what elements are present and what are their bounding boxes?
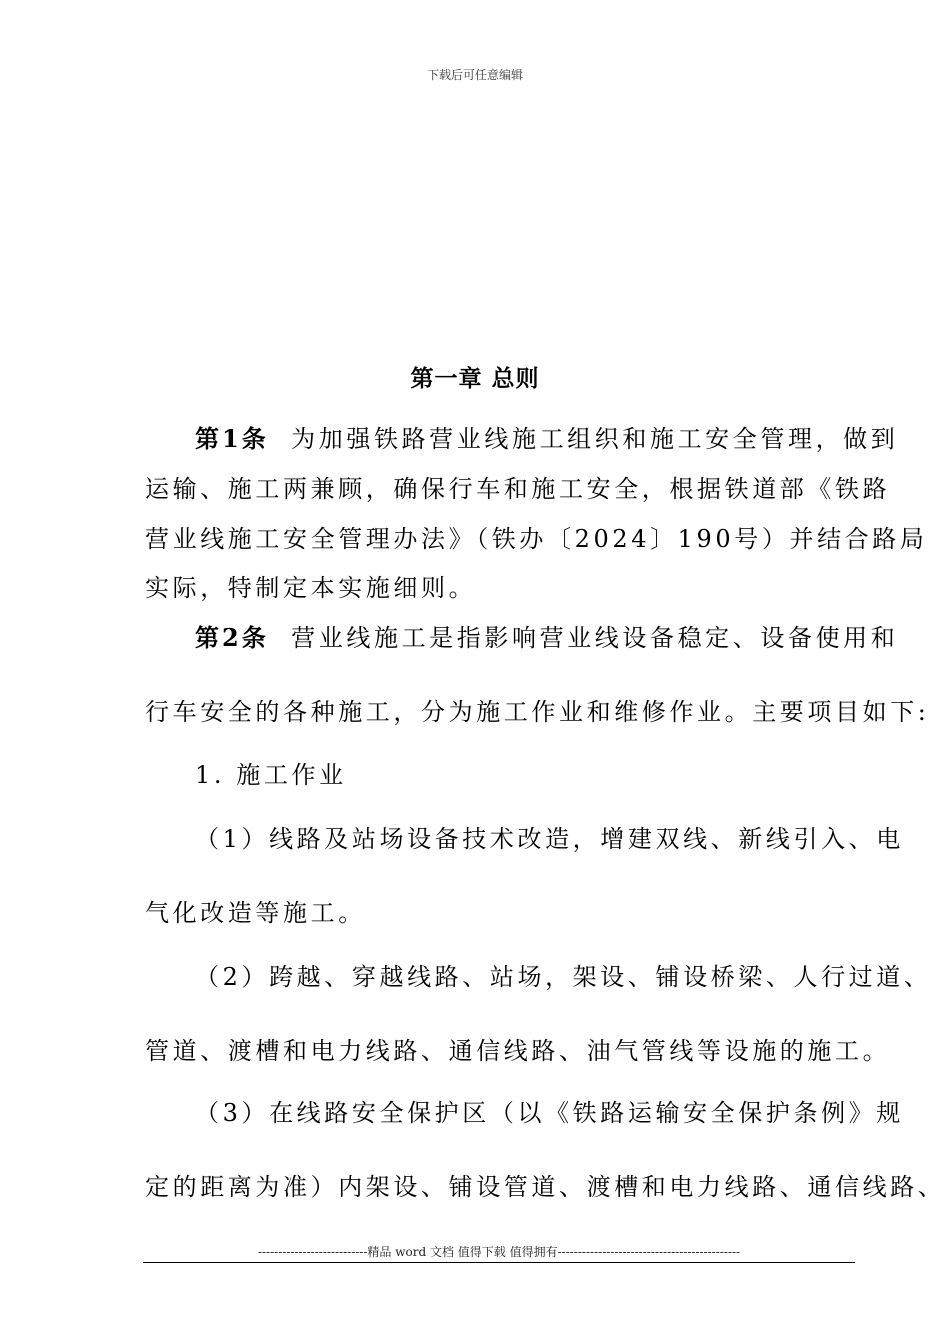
sub-item-2-line-2: 管道、渡槽和电力线路、通信线路、油气管线等设施的施工。 <box>145 1037 891 1065</box>
sub-item-1-line-2: 气化改造等施工。 <box>145 899 366 927</box>
article-1-text-line-1: 为加强铁路营业线施工组织和施工安全管理，做到 <box>291 425 899 453</box>
sub-item-1-line-1: （1）线路及站场设备技术改造，增建双线、新线引入、电 <box>195 825 904 853</box>
sub-item-3-line-1: （3）在线路安全保护区（以《铁路运输安全保护条例》规 <box>195 1099 904 1127</box>
article-2-text-line-2: 行车安全的各种施工，分为施工作业和维修作业。主要项目如下: <box>145 698 930 726</box>
page-header-note: 下载后可任意编辑 <box>426 68 523 82</box>
article-1-first-line <box>195 424 898 454</box>
article-1-label: 第1条 <box>195 424 269 453</box>
article-2-first-line <box>195 623 898 653</box>
article-2-text-line-1: 营业线施工是指影响营业线设备稳定、设备使用和 <box>291 624 899 652</box>
article-2-label: 第2条 <box>195 623 269 652</box>
article-1-text-line-4: 实际，特制定本实施细则。 <box>145 574 477 602</box>
footer-divider <box>143 1262 855 1263</box>
page-footer-note: ---------------------------精品 word 文档 值得下载 值得拥有--------------------------------------------- <box>257 1245 741 1259</box>
sub-item-2-line-1: （2）跨越、穿越线路、站场，架设、铺设桥梁、人行过道、 <box>195 963 932 991</box>
article-1-text-line-3: 营业线施工安全管理办法》（铁办〔2024〕190号）并结合路局 <box>145 525 928 553</box>
sub-item-3-line-2: 定的距离为准）内架设、铺设管道、渡槽和电力线路、通信线路、 <box>145 1173 946 1201</box>
item-1-heading: 1. 施工作业 <box>195 761 347 789</box>
article-1-text-line-2: 运输、施工两兼顾，确保行车和施工安全，根据铁道部《铁路 <box>145 475 891 503</box>
chapter-title: 第一章 总则 <box>410 365 540 392</box>
